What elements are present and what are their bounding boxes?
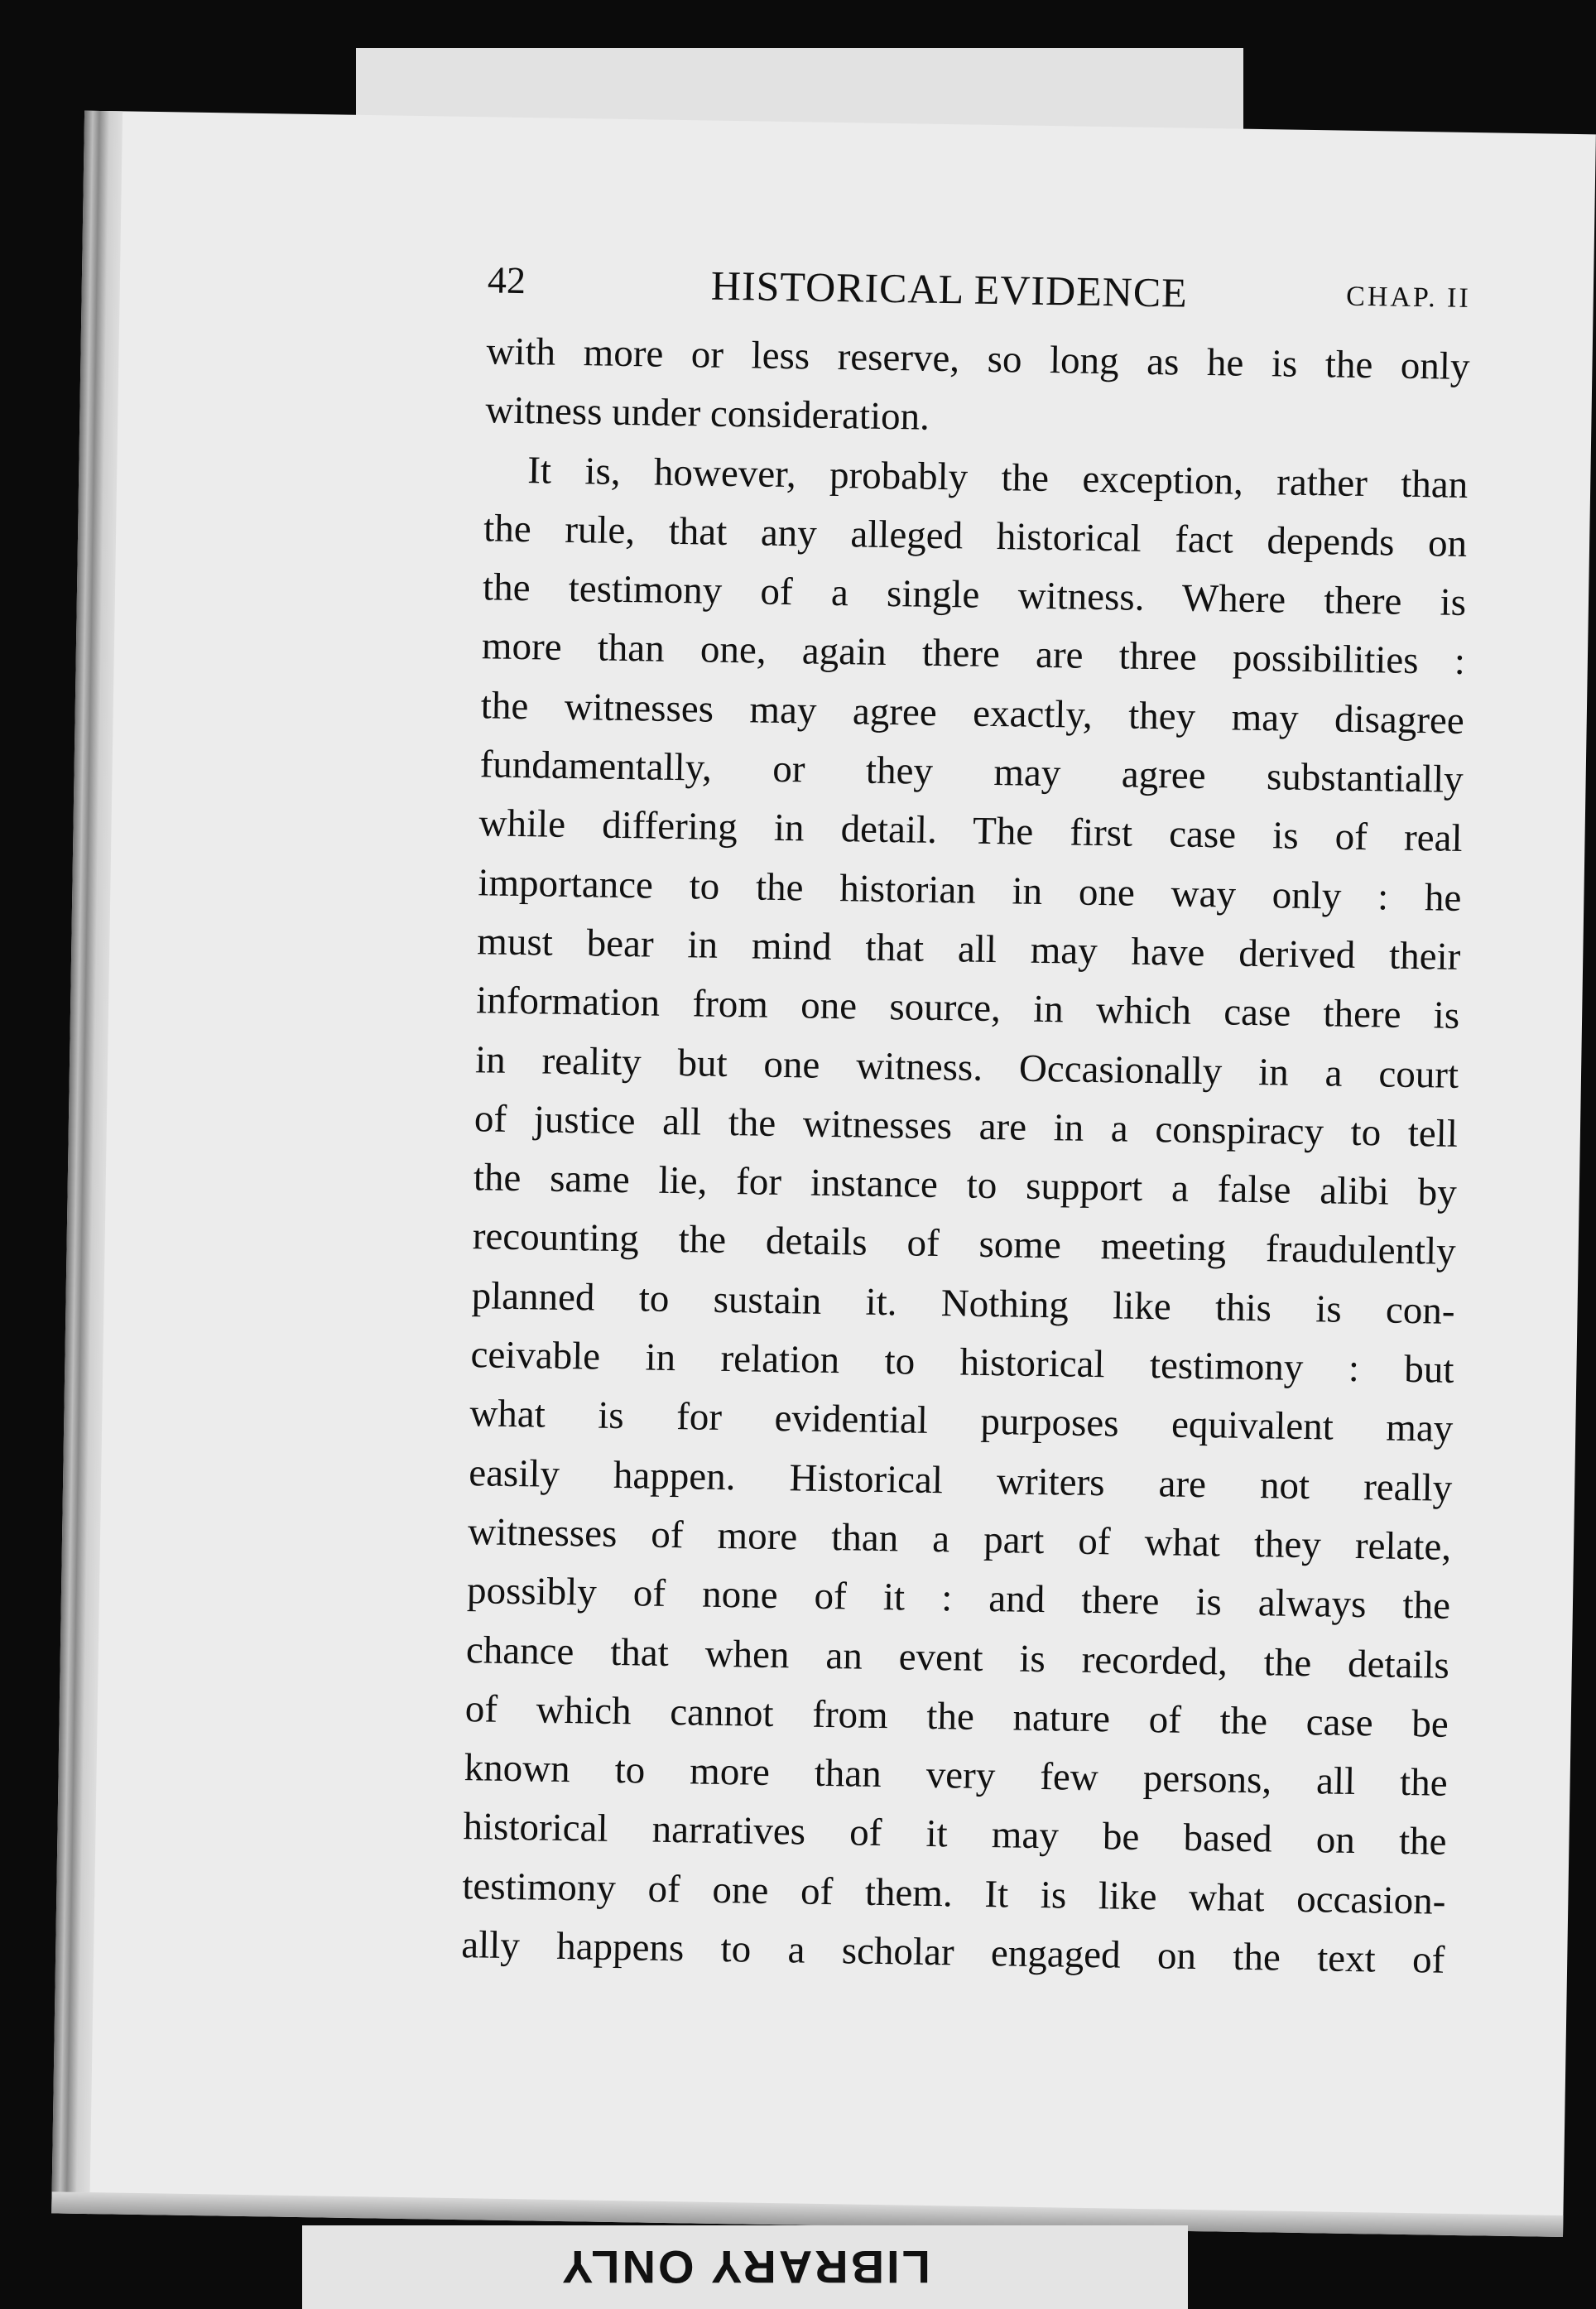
text-line: while differing in detail. The first case is of real <box>478 801 1463 861</box>
chapter-label: CHAP. II <box>1345 281 1472 314</box>
text-line: with more or less reserve, so long as he is the only <box>486 330 1470 388</box>
book-page <box>51 111 1596 2237</box>
text-line: witness under consideration. <box>485 388 930 440</box>
text-line: in reality but one witness. Occasionally in a court <box>474 1037 1459 1097</box>
text-line: testimony of one of them. It is like what occasion- <box>462 1864 1446 1923</box>
bottom-page-strip <box>302 2225 1188 2309</box>
text-line: witnesses of more than a part of what they relate, <box>467 1510 1452 1569</box>
text-line: information from one source, in which case there is <box>475 979 1460 1038</box>
text-line: ally happens to a scholar engaged on the text of <box>460 1923 1445 1982</box>
page-spine-edge <box>51 111 123 2214</box>
text-line: ceivable in relation to historical testimony : but <box>470 1333 1454 1392</box>
text-line: chance that when an event is recorded, the details <box>465 1628 1450 1687</box>
text-line: what is for evidential purposes equivalent may <box>469 1392 1454 1451</box>
page-number: 42 <box>487 258 526 302</box>
page-content <box>461 257 1471 1990</box>
text-line: of justice all the witnesses are in a conspiracy to tell <box>474 1097 1459 1156</box>
text-line: the testimony of a single witness. Where there is <box>482 565 1467 625</box>
library-stamp: LIBRARY ONLY <box>560 2241 930 2293</box>
text-line: easily happen. Historical writers are not really <box>468 1450 1453 1510</box>
text-line: the witnesses may agree exactly, they may disagree <box>480 684 1465 743</box>
text-line: known to more than very few persons, all the <box>464 1746 1448 1805</box>
text-line: the rule, that any alleged historical fact depends on <box>483 507 1468 565</box>
body-text <box>461 322 1470 1990</box>
text-line: possibly of none of it : and there is always the <box>466 1569 1451 1628</box>
text-line: planned to sustain it. Nothing like this is con- <box>471 1273 1455 1333</box>
text-line: importance to the historian in one way only : he <box>478 860 1462 920</box>
text-line: the same lie, for instance to support a false alibi by <box>473 1156 1458 1215</box>
text-line: It is, however, probably the exception, rather than <box>526 448 1469 507</box>
text-line: more than one, again there are three possibilities : <box>481 624 1466 684</box>
running-title: HISTORICAL EVIDENCE <box>710 262 1189 316</box>
text-line: historical narratives of it may be based on the <box>463 1805 1447 1864</box>
text-line: fundamentally, or they may agree substantially <box>479 743 1464 801</box>
text-line: recounting the details of some meeting fraudulently <box>472 1215 1457 1274</box>
text-line: of which cannot from the nature of the case be <box>464 1686 1449 1746</box>
text-line: must bear in mind that all may have derived their <box>476 920 1461 979</box>
